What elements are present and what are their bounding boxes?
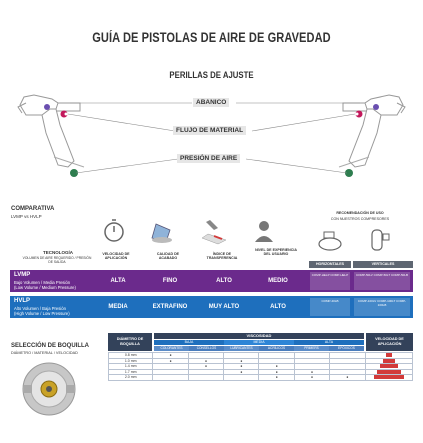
grid-cell [188,375,223,381]
tab-horizontales: HORIZONTALES [309,261,351,268]
col-header-experience: NIVEL DE EXPERIENCIA DEL USUARIO [255,248,297,256]
recommendation-title: RECOMENDACIÓN DE USO [336,211,384,215]
grid-cell: ● [224,358,259,364]
speed-bar [377,370,401,374]
diameter-cell: 1.0 mm [109,358,153,364]
transfer-icon [202,220,226,244]
visc-group-media: MEDIA [224,340,294,345]
nozzle-subtitle: DIÁMETRO / MATERIAL / VELOCIDAD [11,351,78,355]
lvmp-quality: FINO [162,278,178,284]
grid-cell: ● [259,369,294,375]
material-primers: PRIMERS [294,346,329,351]
material-epoxicos: EPÓXICOS [329,346,364,351]
diameter-header: DIÁMETRO DE BOQUILLA [108,333,152,351]
comparison-subtitle: LVMP vs HVLP [11,214,42,219]
lvmp-reco-vertical: COMP-50LV COMP-50LT COMP-50LB [354,272,410,290]
lvmp-reco-horizontal: COMP-HELP COMP-HELP [310,272,350,290]
speed-bar [374,375,404,379]
grid-cell: ● [188,364,223,370]
diameter-cell: 1.7 mm [109,369,153,375]
right-spray-gun-icon [339,95,405,177]
hvlp-reco-vertical: COMP-100LV COMP-100LT COMP-100LB [354,298,410,316]
col-header-quality: CALIDAD DE ACABADO [156,252,180,260]
visc-group-alta: ALTA [294,340,364,345]
comparison-icons [100,214,290,246]
grid-cell: ● [224,364,259,370]
grid-cell [224,375,259,381]
compressor-icons [316,226,404,256]
comparison-row-hvlp [10,296,413,318]
grid-cell: ● [188,358,223,364]
lvmp-transfer: ALTO [216,278,232,284]
speed-header: VELOCIDAD DE APLICACIÓN [366,333,413,351]
material-lubricantes: LUBRICANTES [224,346,259,351]
nozzle-title: SELECCIÓN DE BOQUILLA [11,343,90,349]
knobs-section-title: PERILLAS DE AJUSTE [169,70,254,81]
tech-label: TECNOLOGÍA [43,250,73,255]
horizontal-compressor-icon [319,232,341,250]
col-header-transfer: ÍNDICE DE TRANSFERENCIA [206,252,238,260]
row-label-lvmp: LVMP Bajo Volumen / Media Presión (Low Volume / Medium Pressure) [14,272,76,290]
recommendation-subtitle: CON NUESTROS COMPRESORES [330,217,390,221]
material-consellos: CONSELLOS [189,346,224,351]
user-experience-icon [255,221,273,242]
hvlp-quality: EXTRAFINO [152,304,188,310]
vertical-compressor-icon [372,230,389,250]
material-colorantes: COLORANTES [154,346,189,351]
nozzle-table [108,352,413,381]
grid-cell: ● [224,369,259,375]
knob-label-flujo: FLUJO DE MATERIAL [173,126,246,135]
speed-bar [386,353,392,357]
lvmp-experience: MEDIO [268,278,288,284]
row-label-hvlp: HVLP Alto Volumen / Baja Presión (High Volume / Low Pressure) [14,298,70,316]
speed-bar-cell [365,375,413,381]
comparison-title: COMPARATIVA [11,206,55,212]
grid-cell [153,375,188,381]
material-acrilicos: ACRÍLICOS [259,346,294,351]
knob-label-presion: PRESIÓN DE AIRE [177,154,240,163]
comparison-row-lvmp [10,270,413,292]
hvlp-experience: ALTO [270,304,286,310]
paint-finish-icon [152,224,172,243]
grid-cell: ● [153,353,188,359]
grid-cell: ● [153,358,188,364]
speed-bar [383,359,395,363]
speed-bar [380,364,398,368]
diameter-cell: 2.0 mm [109,375,153,381]
diameter-cell: 1.4 mm [109,364,153,370]
tech-sublabel: VOLUMEN DE AIRE REQUERIDO / PRESIÓN DE SALIDA [22,256,92,264]
tab-verticales: VERTICALES [353,261,413,268]
knob-label-abanico: ABANICO [193,98,229,107]
page-title: GUÍA DE PISTOLAS DE AIRE DE GRAVEDAD [92,30,331,45]
col-header-speed: VELOCIDAD DE APLICACIÓN [102,252,130,260]
lvmp-speed: ALTA [110,278,126,284]
stopwatch-icon [105,220,123,241]
grid-cell: ● [259,375,294,381]
visc-group-baja: BAJA [154,340,224,345]
grid-cell: ● [259,364,294,370]
nozzle-icon [20,360,78,418]
grid-cell: ● [294,369,329,375]
grid-cell: ● [330,375,365,381]
hvlp-transfer: MUY ALTO [208,304,240,310]
left-spray-gun-icon [18,95,84,177]
hvlp-speed: MEDIA [108,304,128,310]
diameter-cell: 0.8 mm [109,353,153,359]
grid-cell: ● [294,375,329,381]
materials-header [154,346,364,351]
viscosity-header: VISCOSIDAD [154,333,364,339]
nozzle-row [109,375,413,381]
hvlp-reco-horizontal: COMP-40LB [310,298,350,316]
